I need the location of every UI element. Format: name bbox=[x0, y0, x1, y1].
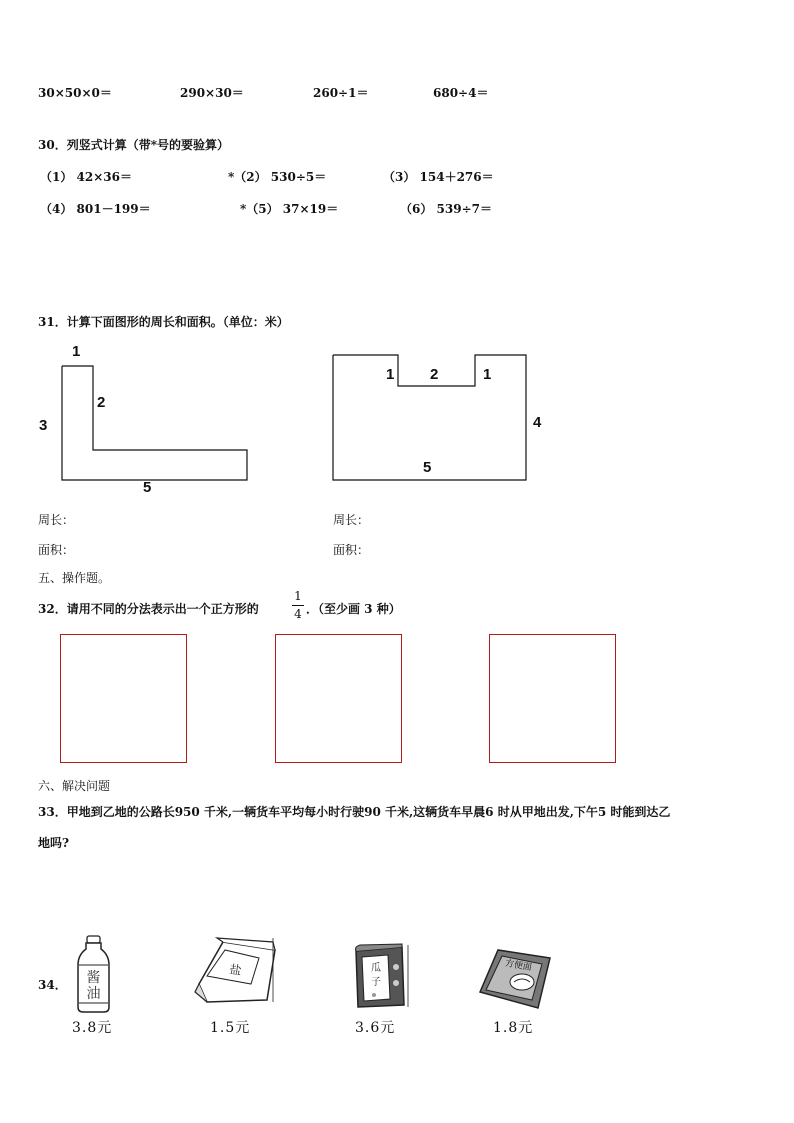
soy-sauce-bottle-icon bbox=[74, 935, 114, 1015]
calc-item: 680÷4＝ bbox=[433, 86, 489, 100]
q32-prefix: 32．请用不同的分法表示出一个正方形的 bbox=[38, 602, 259, 616]
q30-item: （6） 539÷7＝ bbox=[400, 202, 492, 216]
fig2-label-notch-right: 1 bbox=[483, 366, 492, 383]
fig2-area-label: 面积： bbox=[333, 543, 370, 557]
price-soy-sauce: 3.8元 bbox=[72, 1020, 113, 1036]
fig1-label-bottom: 5 bbox=[143, 479, 152, 496]
fraction-numerator: 1 bbox=[294, 589, 302, 603]
noodle-label: 方便面 bbox=[504, 958, 533, 974]
fig1-area-label: 面积： bbox=[38, 543, 75, 557]
calc-item: 30×50×0＝ bbox=[38, 86, 112, 100]
q34-label: 34． bbox=[38, 978, 67, 992]
drawing-square-1[interactable] bbox=[60, 634, 187, 763]
fig1-perimeter-label: 周长： bbox=[38, 513, 75, 527]
fig2-label-height: 4 bbox=[533, 414, 542, 431]
drawing-square-2[interactable] bbox=[275, 634, 402, 763]
fig2-label-bottom: 5 bbox=[423, 459, 432, 476]
section-heading: 五、操作题。 bbox=[38, 571, 111, 585]
q30-item: （1） 42×36＝ bbox=[40, 170, 132, 184]
q30-item: *（5） 37×19＝ bbox=[240, 202, 339, 216]
fraction-bar bbox=[292, 605, 304, 606]
price-noodles: 1.8元 bbox=[493, 1020, 534, 1036]
seeds-label-2: 子 bbox=[371, 977, 381, 988]
calc-item: 290×30＝ bbox=[180, 86, 244, 100]
seeds-label-1: 瓜 bbox=[371, 963, 381, 974]
seeds-bag-icon bbox=[352, 943, 410, 1011]
section-heading: 六、解决问题 bbox=[38, 779, 111, 793]
salt-label: 盐 bbox=[228, 962, 243, 978]
fig2-label-notch-left: 1 bbox=[386, 366, 395, 383]
q30-item: （3） 154＋276＝ bbox=[383, 170, 494, 184]
q31-title: 31．计算下面图形的周长和面积。（单位：米） bbox=[38, 315, 289, 329]
fig1-label-left: 3 bbox=[39, 417, 48, 434]
fraction-denominator: 4 bbox=[294, 607, 302, 621]
noodle-pack-icon bbox=[478, 946, 552, 1010]
q30-title: 30．列竖式计算（带*号的要验算） bbox=[38, 138, 229, 152]
calc-item: 260÷1＝ bbox=[313, 86, 369, 100]
fig2-perimeter-label: 周长： bbox=[333, 513, 370, 527]
q33-line1: 33．甲地到乙地的公路长950 千米,一辆货车平均每小时行驶90 千米,这辆货车早晨6 时从甲地出发,下午5 时能到达乙 bbox=[38, 805, 671, 819]
price-salt: 1.5元 bbox=[210, 1020, 251, 1036]
q30-item: *（2） 530÷5＝ bbox=[228, 170, 327, 184]
q30-item: （4） 801－199＝ bbox=[40, 202, 151, 216]
soy-label-1: 酱 bbox=[86, 970, 101, 986]
price-seeds: 3.6元 bbox=[355, 1020, 396, 1036]
drawing-square-3[interactable] bbox=[489, 634, 616, 763]
q32-suffix: ．（至少画 3 种） bbox=[306, 602, 401, 616]
fig1-label-top: 1 bbox=[72, 343, 81, 360]
soy-label-2: 油 bbox=[86, 986, 101, 1002]
salt-bag-icon bbox=[193, 936, 279, 1006]
q33-line2: 地吗? bbox=[38, 836, 70, 850]
fig2-label-notch-width: 2 bbox=[430, 366, 439, 383]
fig1-label-inner: 2 bbox=[97, 394, 106, 411]
